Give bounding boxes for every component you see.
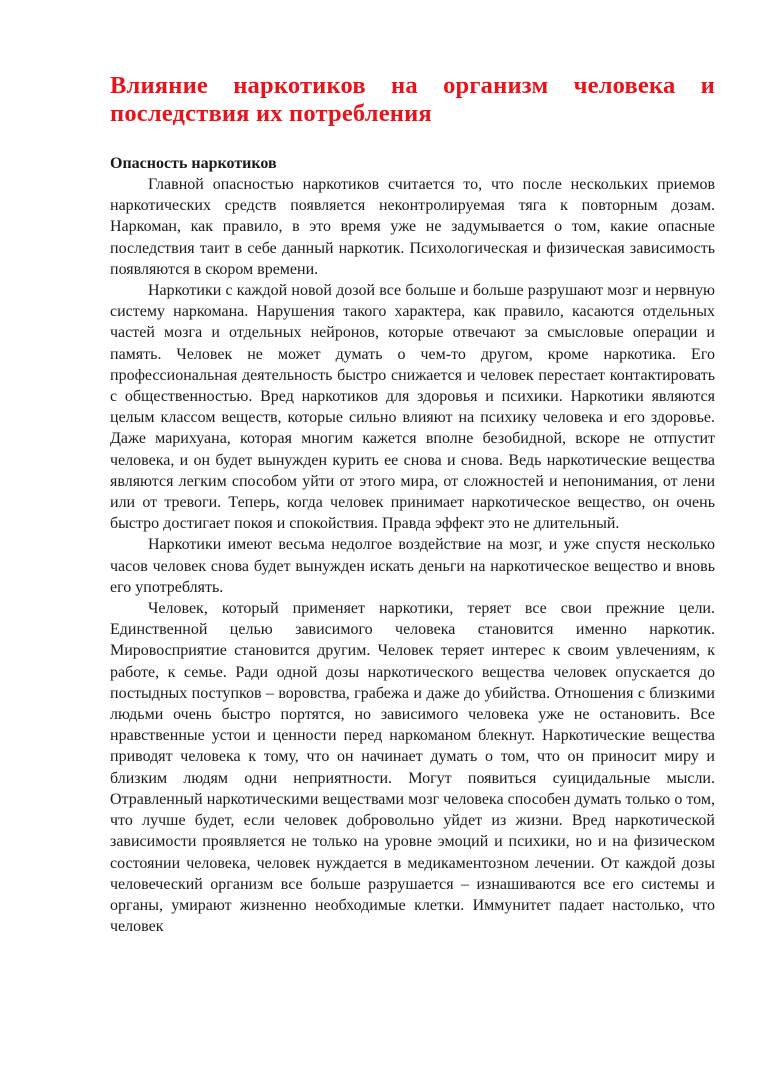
section-heading: Опасность наркотиков xyxy=(110,155,277,172)
document-page xyxy=(110,72,715,937)
document-title: Влияние наркотиков на организм человека и последствия их потребления xyxy=(110,72,715,127)
paragraph: Человек, который применяет наркотики, теряет все свои прежние цели. Единственной целью зависимого человека становится именно наркотик. Мировосприятие становится другим. Человек теряет интерес к своим увлечениям, к работе, к семье. Ради одной дозы наркотического вещества человек опускается до постыдных поступков – воровства, грабежа и даже до убийства. Отношения с близкими людьми очень быстро портятся, но зависимого человека уже не остановить. Все нравственные устои и ценности перед наркоманом блекнут. Наркотические вещества приводят человека к тому, что он начинает думать о том, что он приносит миру и близким людям одни неприятности. Могут появиться суицидальные мысли. Отравленный наркотическими веществами мозг человека способен думать только о том, что лучше будет, если человек добровольно уйдет из жизни. Вред наркотической зависимости проявляется не только на уровне эмоций и психики, но и на физическом состоянии человека, человек нуждается в медикаментозном лечении. От каждой дозы человеческий организм все больше разрушается – изнашиваются все его системы и органы, умирают жизненно необходимые клетки. Иммунитет падает настолько, что человек xyxy=(110,600,715,936)
paragraph: Наркотики с каждой новой дозой все больше и больше разрушают мозг и нервную систему наркомана. Нарушения такого характера, как правило, касаются отдельных частей мозга и отдельных нейронов, которые отвечают за смысловые операции и память. Человек не может думать о чем-то другом, кроме наркотика. Его профессиональная деятельность быстро снижается и человек перестает контактировать с общественностью. Вред наркотиков для здоровья и психики. Наркотики являются целым классом веществ, которые сильно влияют на психику человека и его здоровье. Даже марихуана, которая многим кажется вполне безобидной, вскоре не отпустит человека, и он будет вынужден курить ее снова и снова. Ведь наркотические вещества являются легким способом уйти от этого мира, от сложностей и непонимания, от лени или от тревоги. Теперь, когда человек принимает наркотическое вещество, он очень быстро достигает покоя и спокойствия. Правда эффект это не длительный. xyxy=(110,282,715,533)
paragraph: Главной опасностью наркотиков считается то, что после нескольких приемов наркотических средств появляется неконтролируемая тяга к повторным дозам. Наркоман, как правило, в это время уже не задумывается о том, какие опасные последствия таит в себе данный наркотик. Психологическая и физическая зависимость появляются в скором времени. xyxy=(110,176,715,278)
paragraph: Наркотики имеют весьма недолгое воздействие на мозг, и уже спустя несколько часов человек снова будет вынужден искать деньги на наркотическое вещество и вновь его употреблять. xyxy=(110,536,715,596)
